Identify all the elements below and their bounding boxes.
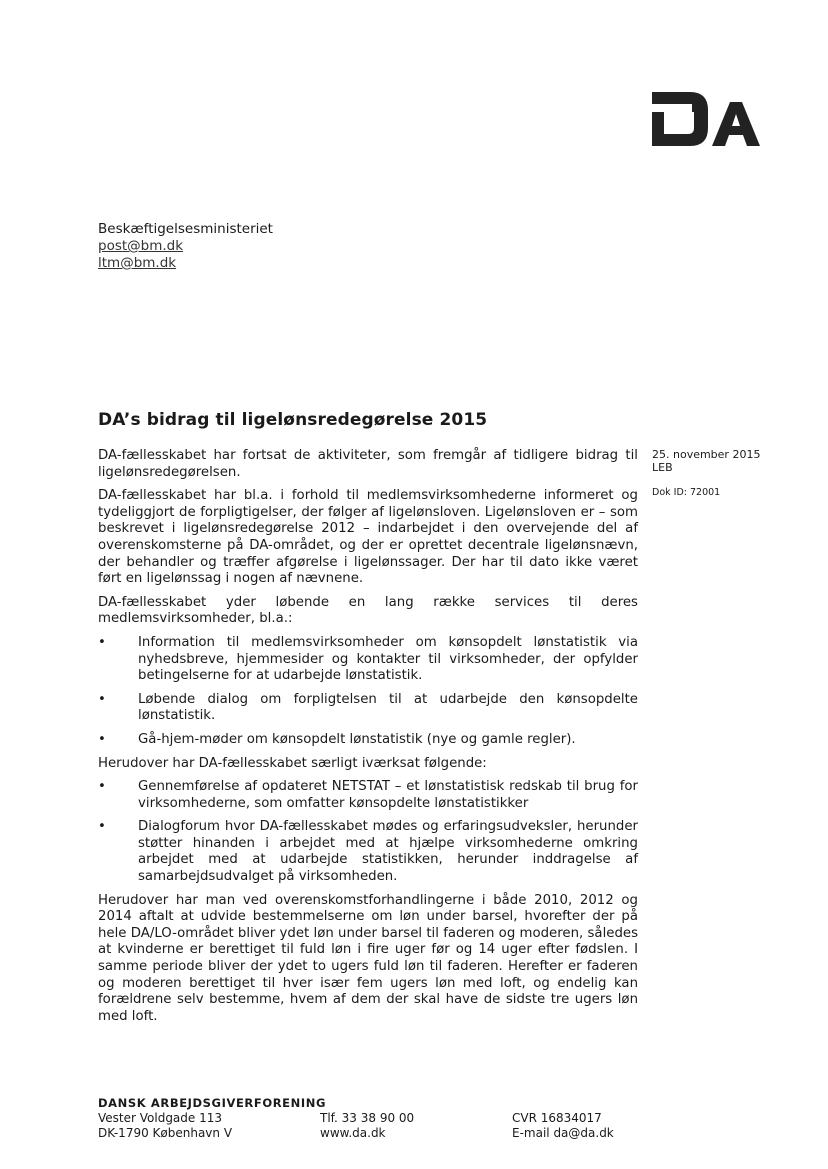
recipient-name: Beskæftigelsesministeriet: [98, 221, 273, 237]
paragraph-4: Herudover har DA-fællesskabet særligt iværksat følgende:: [98, 755, 487, 771]
footer-website[interactable]: www.da.dk: [320, 1126, 386, 1140]
recipient-block: [98, 221, 273, 272]
bullet-icon: •: [98, 819, 106, 835]
paragraph-5: Herudover har man ved overenskomstforhandlingerne i både 2010, 2012 og 2014 aftalt at udvide bestemmelserne om løn under barsel, hvorefter der på hele DA/LO-området bliver ydet løn under barsel til faderen og moderen, således at kvinderne er berettiget til fuld løn i fire uger før og 14 uger efter fødslen. I samme periode bliver der ydet to ugers fuld løn til faderen. Herefter er faderen og moderen berettiget til hver især fem ugers løn med loft, og endelig kan forældrene selv bestemme, hvem af dem der skal have de sidste tre ugers løn med loft.: [98, 892, 638, 1024]
footer-cvr: CVR 16834017: [512, 1111, 602, 1125]
recipient-email-post[interactable]: post@bm.dk: [98, 238, 184, 254]
list-item: • Gå-hjem-møder om kønsopdelt lønstatistik (nye og gamle regler).: [98, 731, 576, 747]
list-item: • Løbende dialog om forpligtelsen til at udarbejde den kønsopdelte lønstatistik.: [98, 691, 638, 724]
services-list: [98, 635, 638, 749]
list-item: • Dialogforum hvor DA-fællesskabet mødes og erfaringsudveksler, herunder støtter hinanden i arbejdet med at hjælpe virksomhederne omkring arbejdet med at udarbejde statistikken, herunder inddragelse af samarbejdsudvalget på virksomheden.: [98, 819, 638, 885]
bullet-icon: •: [98, 691, 106, 707]
list-item: • Information til medlemsvirksomheder om kønsopdelt lønstatistik via nyhedsbreve, hjemmesider og kontakter til virksomheder, der opfylder betingelserne for at udarbejde lønstatistik.: [98, 634, 638, 684]
document-date: 25. november 2015: [652, 448, 761, 461]
paragraph-2: DA-fællesskabet har bl.a. i forhold til medlemsvirksomhederne informeret og tydeliggjort de forpligtigelser, der følger af ligelønsloven. Ligelønsloven er – som beskrevet i ligelønsredegørelse 2012 – indarbejdet i den overvejende del af overenskomsterne på DA-området, og der er oprettet decentrale ligelønsnævn, der behandler og træffer afgørelse i ligelønssager. Der har til dato ikke været ført en ligelønssag i nogen af nævnene.: [98, 488, 638, 587]
list-item: • Gennemførelse af opdateret NETSTAT – et lønstatistisk redskab til brug for virksomhederne, som omfatter kønsopdelte lønstatistikker: [98, 779, 638, 811]
author-initials: LEB: [652, 461, 673, 474]
bullet-icon: •: [98, 779, 106, 795]
footer-email[interactable]: E-mail da@da.dk: [512, 1126, 614, 1140]
letterhead-footer: [98, 1096, 658, 1141]
paragraph-3: DA-fællesskabet yder løbende en lang række services til deres medlemsvirksomheder, bl.a.:: [98, 594, 638, 627]
letter-body: [98, 448, 638, 1032]
footer-row-2: [98, 1126, 658, 1141]
bullet-icon: •: [98, 731, 106, 747]
footer-address-street: Vester Voldgade 113: [98, 1111, 223, 1125]
footer-row-1: [98, 1111, 658, 1126]
paragraph-1: DA-fællesskabet har fortsat de aktiviteter, som fremgår af tidligere bidrag til ligelønsredegørelsen.: [98, 448, 638, 480]
document-title: DA’s bidrag til ligelønsredegørelse 2015: [98, 410, 488, 430]
date-block: [652, 448, 760, 474]
organization-name: DANSK ARBEJDSGIVERFORENING: [98, 1096, 326, 1110]
bullet-icon: •: [98, 634, 106, 650]
initiatives-list: [98, 779, 638, 886]
footer-phone: Tlf. 33 38 90 00: [320, 1111, 415, 1125]
da-logo: [650, 90, 762, 148]
document-id: Dok ID: 72001: [652, 487, 721, 498]
footer-address-city: DK-1790 København V: [98, 1126, 233, 1140]
recipient-email-ltm[interactable]: ltm@bm.dk: [98, 255, 177, 271]
